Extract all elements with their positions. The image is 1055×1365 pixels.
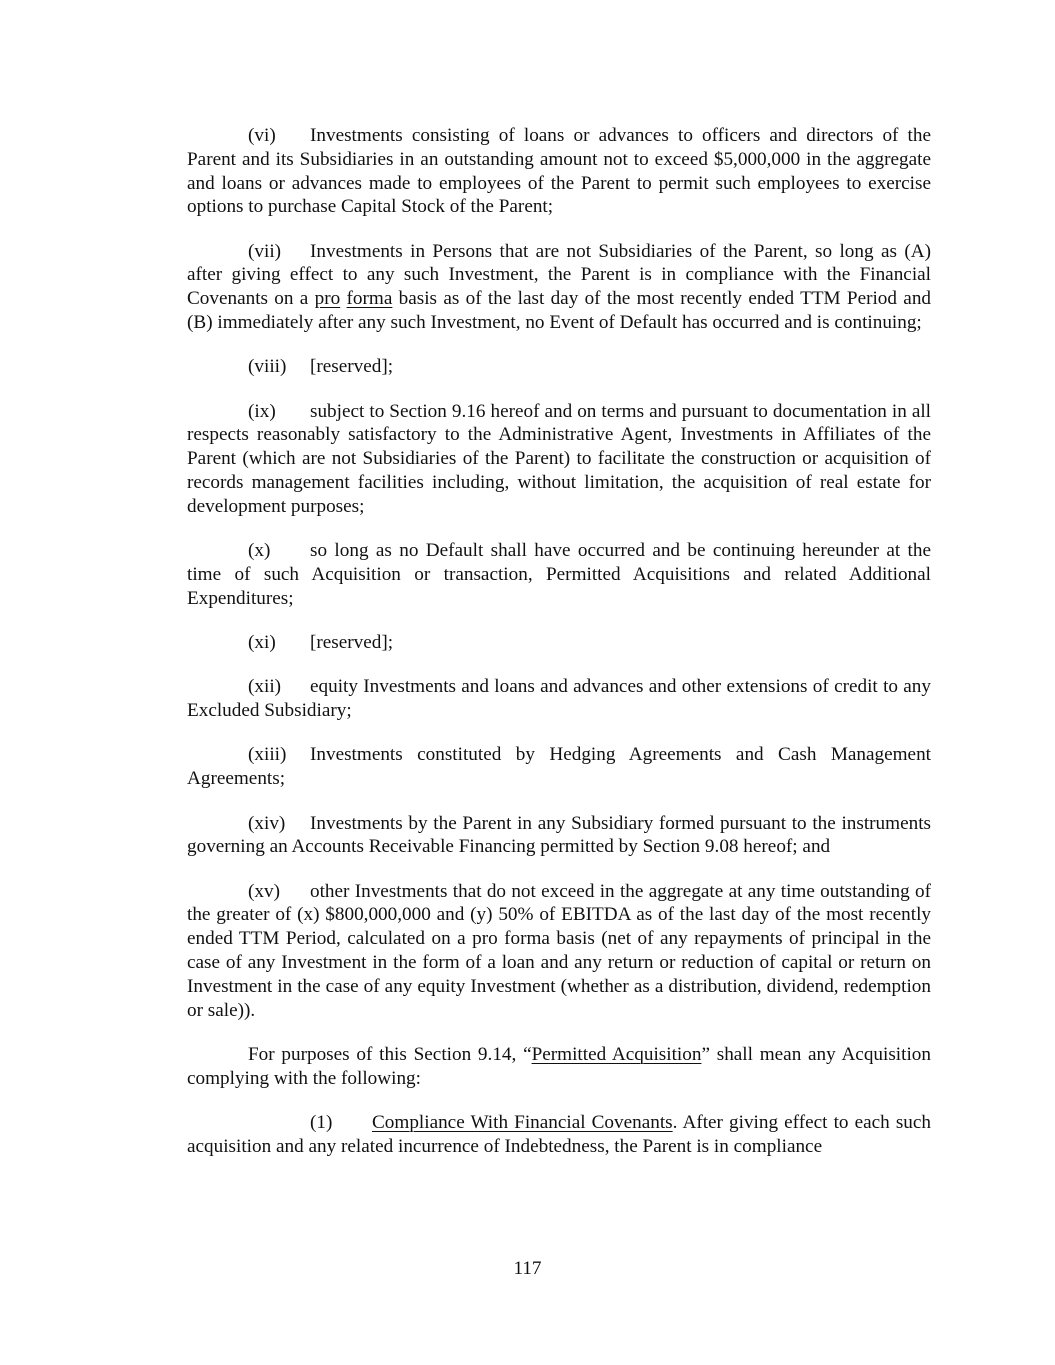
clause-number: (viii) <box>248 356 287 378</box>
clause-vi <box>187 124 931 219</box>
clause-number: (ix) <box>248 400 276 422</box>
clause-text: Investments consisting of loans or advances to officers and directors of the Parent and its Subsidiaries in an outstanding amount not to exceed $5,000,000 in the aggregate and loans or advances made to employees of the Parent to permit such employees to exercise options to purchase Capital Stock of the Parent; <box>187 125 931 218</box>
compliance-heading: Compliance With Financial Covenants <box>372 1112 673 1133</box>
clause-number: (x) <box>248 540 271 562</box>
clause-text: subject to Section 9.16 hereof and on terms and pursuant to documentation in all respects reasonably satisfactory to the Administrative Agent, Investments in Affiliates of the Parent (which are not Subsidiaries of the Parent) to facilitate the construction or acquisition of records management facilities including, without limitation, the acquisition of real estate for development purposes; <box>187 400 931 517</box>
clause-number: (xiv) <box>248 812 286 834</box>
clause-text-continued: basis as of the last day of the most recently ended TTM Period and (B) immediately after any such Investment, no Event of Default has occurred and is continuing; <box>187 288 932 334</box>
clause-number: (xv) <box>248 880 280 902</box>
compliance-paragraph <box>187 1111 931 1159</box>
clause-number: (vi) <box>248 125 276 146</box>
clause-vii <box>187 240 931 335</box>
compliance-number: (1) <box>310 1112 333 1133</box>
clause-xi <box>187 631 931 655</box>
clause-text: other Investments that do not exceed in the aggregate at any time outstanding of the greater of (x) $800,000,000 and (y) 50% of EBITDA as of the last day of the most recently ended TTM Period, calculated on a pro forma basis (net of any repayments of principal in the case of any Investment in the form of a loan and any return or reduction of capital or return on Investment in the case of any equity Investment (whether as a distribution, dividend, redemption or sale)). <box>187 880 931 1021</box>
clause-text: Investments in Persons that are not Subsidiaries of the Parent, so long as (A) after giving effect to any such Investment, the Parent is in compliance with the Financial Covenants on a <box>187 240 931 310</box>
clause-number: (xii) <box>248 676 282 698</box>
clause-xiii <box>187 743 931 791</box>
clause-text: [reserved]; <box>310 632 394 654</box>
clause-text: so long as no Default shall have occurred and be continuing hereunder at the time of such Acquisition or transaction, Permitted Acquisitions and related Additional Expenditures; <box>187 540 931 609</box>
clause-number: (xiii) <box>248 744 287 766</box>
compliance-text: . After giving effect to each such acquisition and any related incurrence of Indebtedness, the Parent is in compliance <box>187 1112 931 1157</box>
document-page <box>187 124 931 1179</box>
clause-ix <box>187 400 931 519</box>
clause-text: [reserved]; <box>310 356 394 378</box>
purposes-text-continued: ” shall mean any Acquisition complying with the following: <box>187 1043 931 1089</box>
clause-xv <box>187 880 931 1023</box>
underlined-term-pro: pro <box>314 288 341 310</box>
purposes-paragraph <box>187 1043 931 1091</box>
purposes-text: For purposes of this Section 9.14, “ <box>248 1043 532 1065</box>
clause-number: (xi) <box>248 632 276 654</box>
clause-text: Investments constituted by Hedging Agreements and Cash Management Agreements; <box>187 744 931 790</box>
clause-text: Investments by the Parent in any Subsidiary formed pursuant to the instruments governing an Accounts Receivable Financing permitted by Section 9.08 hereof; and <box>187 812 931 858</box>
underlined-term-forma: forma <box>346 288 393 310</box>
clause-viii <box>187 355 931 379</box>
defined-term-permitted-acquisition: Permitted Acquisition <box>531 1043 702 1065</box>
clause-text: equity Investments and loans and advances and other extensions of credit to any Excluded Subsidiary; <box>187 676 931 722</box>
clause-x <box>187 539 931 610</box>
clause-xii <box>187 675 931 723</box>
page-number: 117 <box>513 1258 542 1279</box>
clause-number: (vii) <box>248 240 282 262</box>
clause-xiv <box>187 812 931 860</box>
